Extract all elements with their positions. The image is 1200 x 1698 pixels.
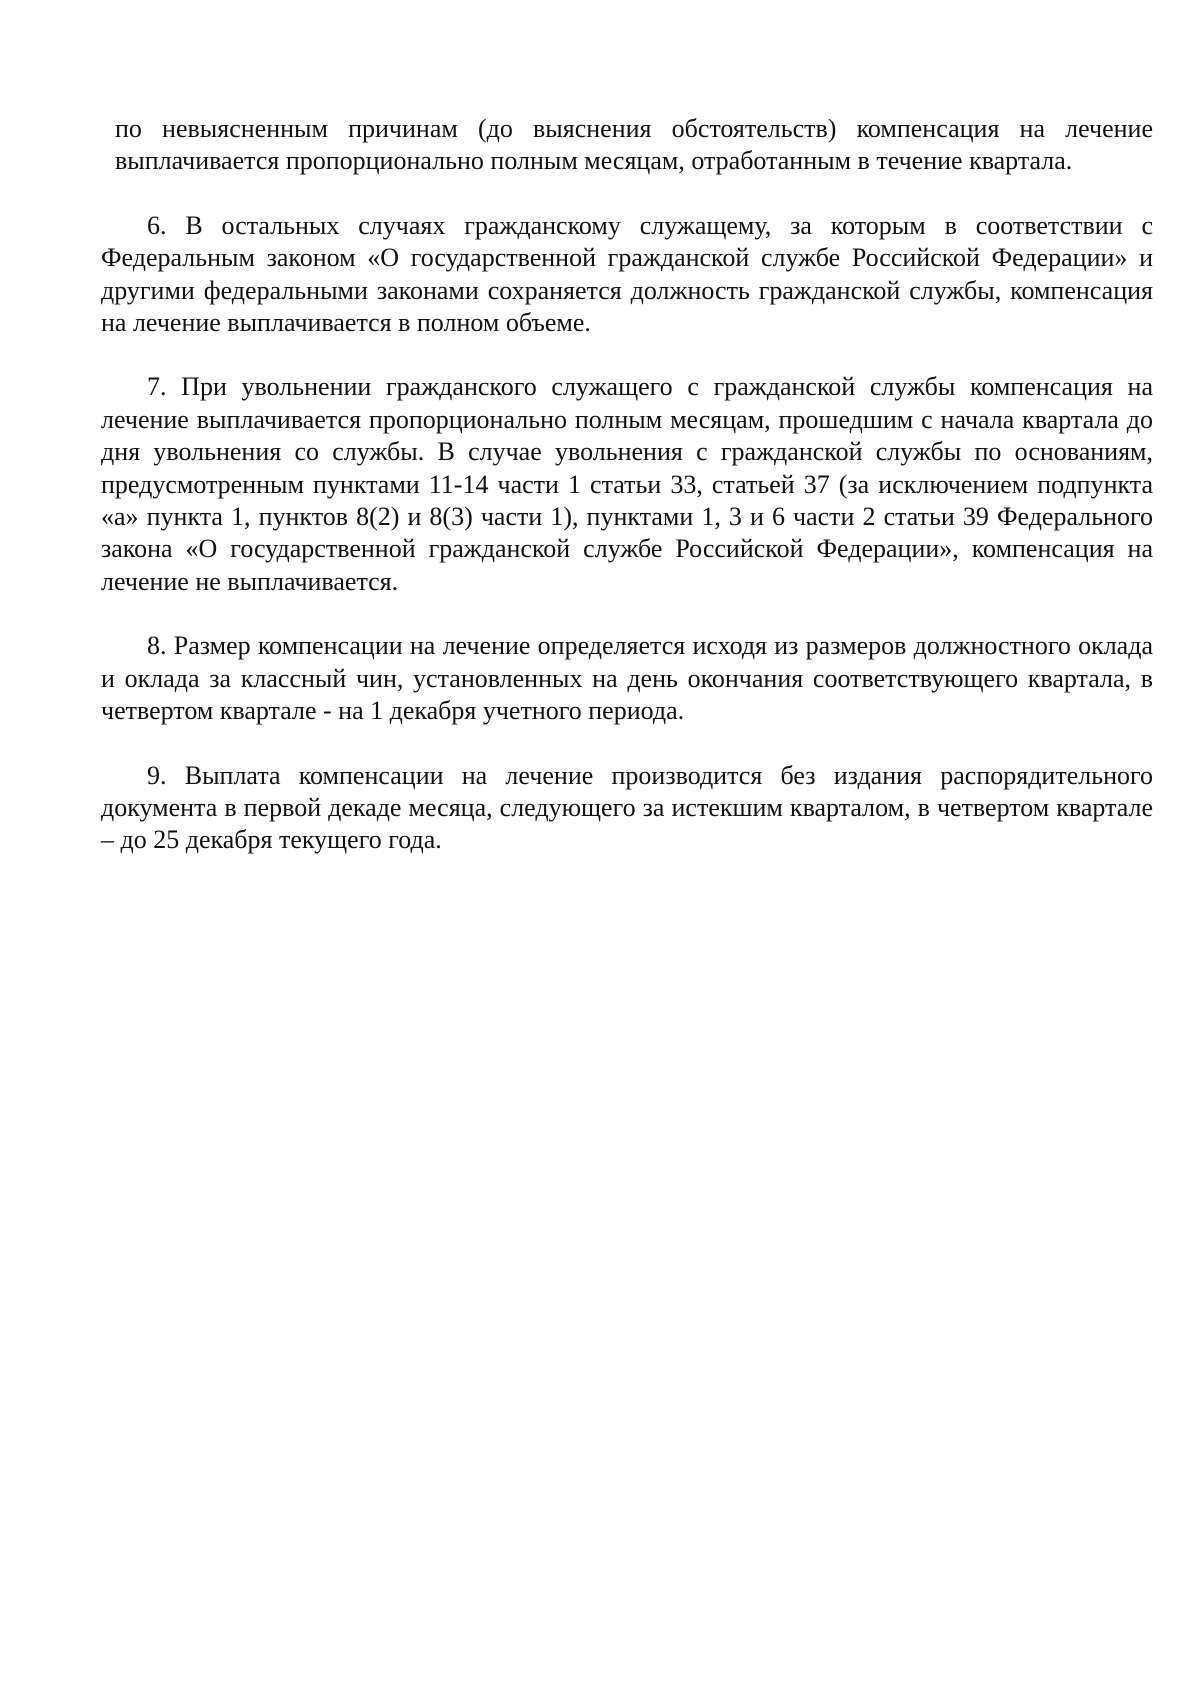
paragraph-7: 7. При увольнении гражданского служащего с гражданской службы компенсация на лечение выплачивается пропорционально полным месяцам, прошедшим с начала квартала до дня увольнения со службы. В случае увольнения с гражданской службы по основаниям, предусмотренным пунктами 11-14 части 1 статьи 33, статьей 37 (за исключением подпункта «а» пункта 1, пунктов 8(2) и 8(3) части 1), пунктами 1, 3 и 6 части 2 статьи 39 Федерального закона «О государственной гражданской службе Российской Федерации», компенсация на лечение не выплачивается.	[101, 372, 1153, 596]
document-body	[101, 113, 1153, 857]
paragraph-gap	[101, 728, 1153, 760]
paragraph-5-continued: по невыясненным причинам (до выяснения обстоятельств) компенсация на лечение выплачивается пропорционально полным месяцам, отработанным в течение квартала.	[115, 114, 1153, 176]
paragraph-gap	[101, 598, 1153, 630]
paragraph-6: 6. В остальных случаях гражданскому служащему, за которым в соответствии с Федеральным законом «О государственной гражданской службе Российской Федерации» и другими федеральными законами сохраняется должность гражданской службы, компенсация на лечение выплачивается в полном объеме.	[101, 210, 1153, 338]
paragraph-8: 8. Размер компенсации на лечение определяется исходя из размеров должностного оклада и оклада за классный чин, установленных на день окончания соответствующего квартала, в четвертом квартале - на 1 декабря учетного периода.	[101, 631, 1153, 726]
paragraph-gap	[101, 339, 1153, 371]
paragraph-gap	[101, 178, 1153, 210]
paragraph-9: 9. Выплата компенсации на лечение производится без издания распорядительного документа в первой декаде месяца, следующего за истекшим кварталом, в четвертом квартале – до 25 декабря текущего года.	[101, 760, 1153, 855]
